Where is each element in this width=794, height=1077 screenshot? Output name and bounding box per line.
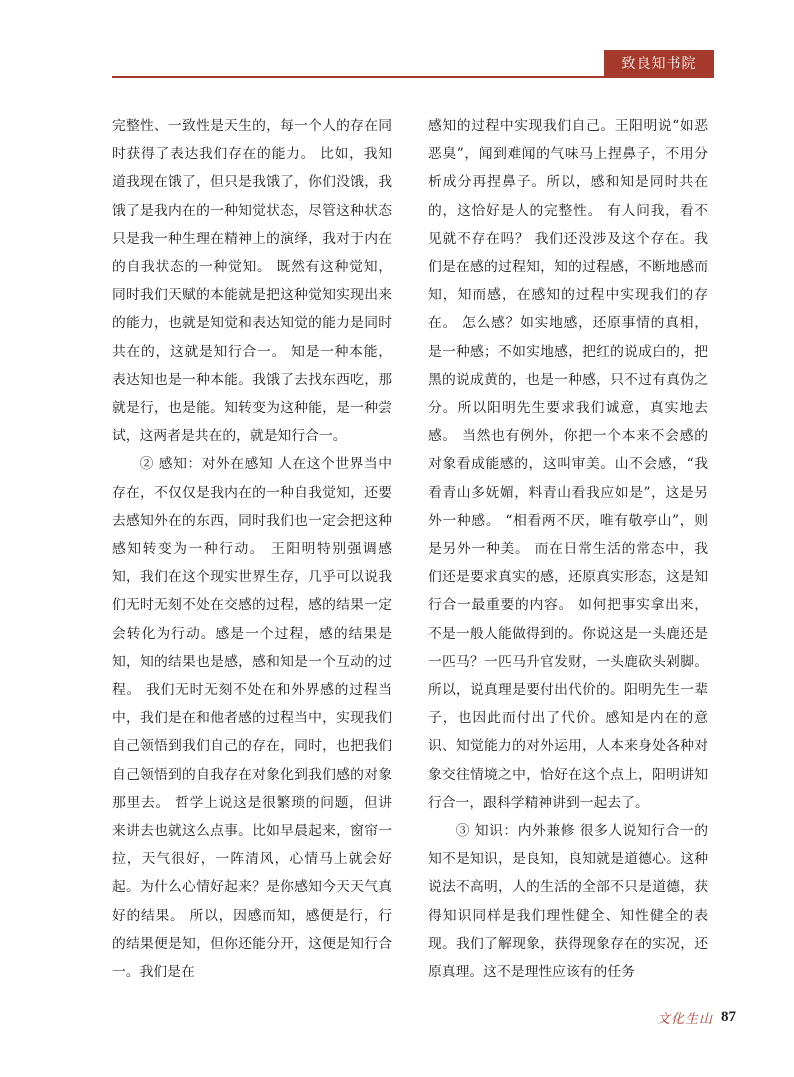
right-paragraph-2: ③ 知识：内外兼修 很多人说知行合一的知不是知识，是良知，良知就是道德心。这种说法不高明，人的生活的全部不只是道德，获得知识同样是我们理性健全、知性健全的表现。我们了解现象，获得现象存在的实况，还原真理。这不是理性应该有的任务 [428,823,708,981]
page-number: 87 [721,1009,736,1025]
section-label: 致良知书院 [604,50,714,78]
right-paragraph-1: 感知的过程中实现我们自己。王阳明说“如恶恶臭”，闻到难闻的气味马上捏鼻子，不用分析成分再捏鼻子。所以，感和知是同时共在的，这恰好是人的完整性。 有人问我，看不见就不存在吗？ 我们还没涉及这个存在。我们是在感的过程知，知的过程感，不断地感而知，知而感，在感知的过程中实现我们的存在。 怎么感？如实地感，还原事情的真相，是一种感；不如实地感，把红的说成白的，把黑的说成黄的，也是一种感，只不过有真伪之分。所以阳明先生要求我们诚意，真实地去感。 当然也有例外，你把一个本来不会感的对象看成能感的，这叫审美。山不会感，“我看青山多妩媚，料青山看我应如是”，这是另外一种感。 “相看两不厌，唯有敬亭山”，则是另外一种美。 而在日常生活的常态中，我们还是要求真实的感，还原真实形态，这是知行合一最重要的内容。 如何把事实拿出来，不是一般人能做得到的。你说这是一头鹿还是一匹马？一匹马升官发财，一头鹿砍头剁脚。 所以，说真理是要付出代价的。阳明先生一辈子，也因此而付出了代价。感知是内在的意识、知觉能力的对外运用，人本来身处各种对象交往情境之中，恰好在这个点上，阳明讲知行合一，跟科学精神讲到一起去了。 [428,118,708,811]
right-column [428,112,708,986]
left-paragraph-2: ② 感知：对外在感知 人在这个世界当中存在，不仅仅是我内在的一种自我觉知，还要去感知外在的东西，同时我们也一定会把这种感知转变为一种行动。 王阳明特别强调感知，我们在这个现实世界生存，几乎可以说我们无时无刻不处在交感的过程，感的结果一定会转化为行动。感是一个过程，感的结果是知，知的结果也是感，感和知是一个互动的过程。 我们无时无刻不处在和外界感的过程当中，我们是在和他者感的过程当中，实现我们自己领悟到我们自己的存在，同时，也把我们自己领悟到的自我存在对象化到我们感的对象那里去。 哲学上说这是很繁琐的问题，但讲来讲去也就这么点事。比如早晨起来，窗帘一拉，天气很好，一阵清风，心情马上就会好起。为什么心情好起来？是你感知今天天气真好的结果。 所以，因感而知，感便是行，行的结果便是知，但你还能分开，这便是知行合一。我们是在 [112,456,392,981]
left-column [112,112,392,986]
left-paragraph-1: 完整性、一致性是天生的，每一个人的存在同时获得了表达我们存在的能力。 比如，我知道我现在饿了，但只是我饿了，你们没饿，我饿了是我内在的一种知觉状态，尽管这种状态只是我一种生理在精神上的演绎，我对于内在的自我状态的一种觉知。 既然有这种觉知，同时我们天赋的本能就是把这种觉知实现出来的能力，也就是知觉和表达知觉的能力是同时共在的，这就是知行合一。 知是一种本能，表达知也是一种本能。我饿了去找东西吃，那就是行，也是能。知转变为这种能，是一种尝试，这两者是共在的，就是知行合一。 [112,118,392,445]
page-footer [657,1008,736,1027]
magazine-logo: 文化生山 [656,1012,713,1027]
